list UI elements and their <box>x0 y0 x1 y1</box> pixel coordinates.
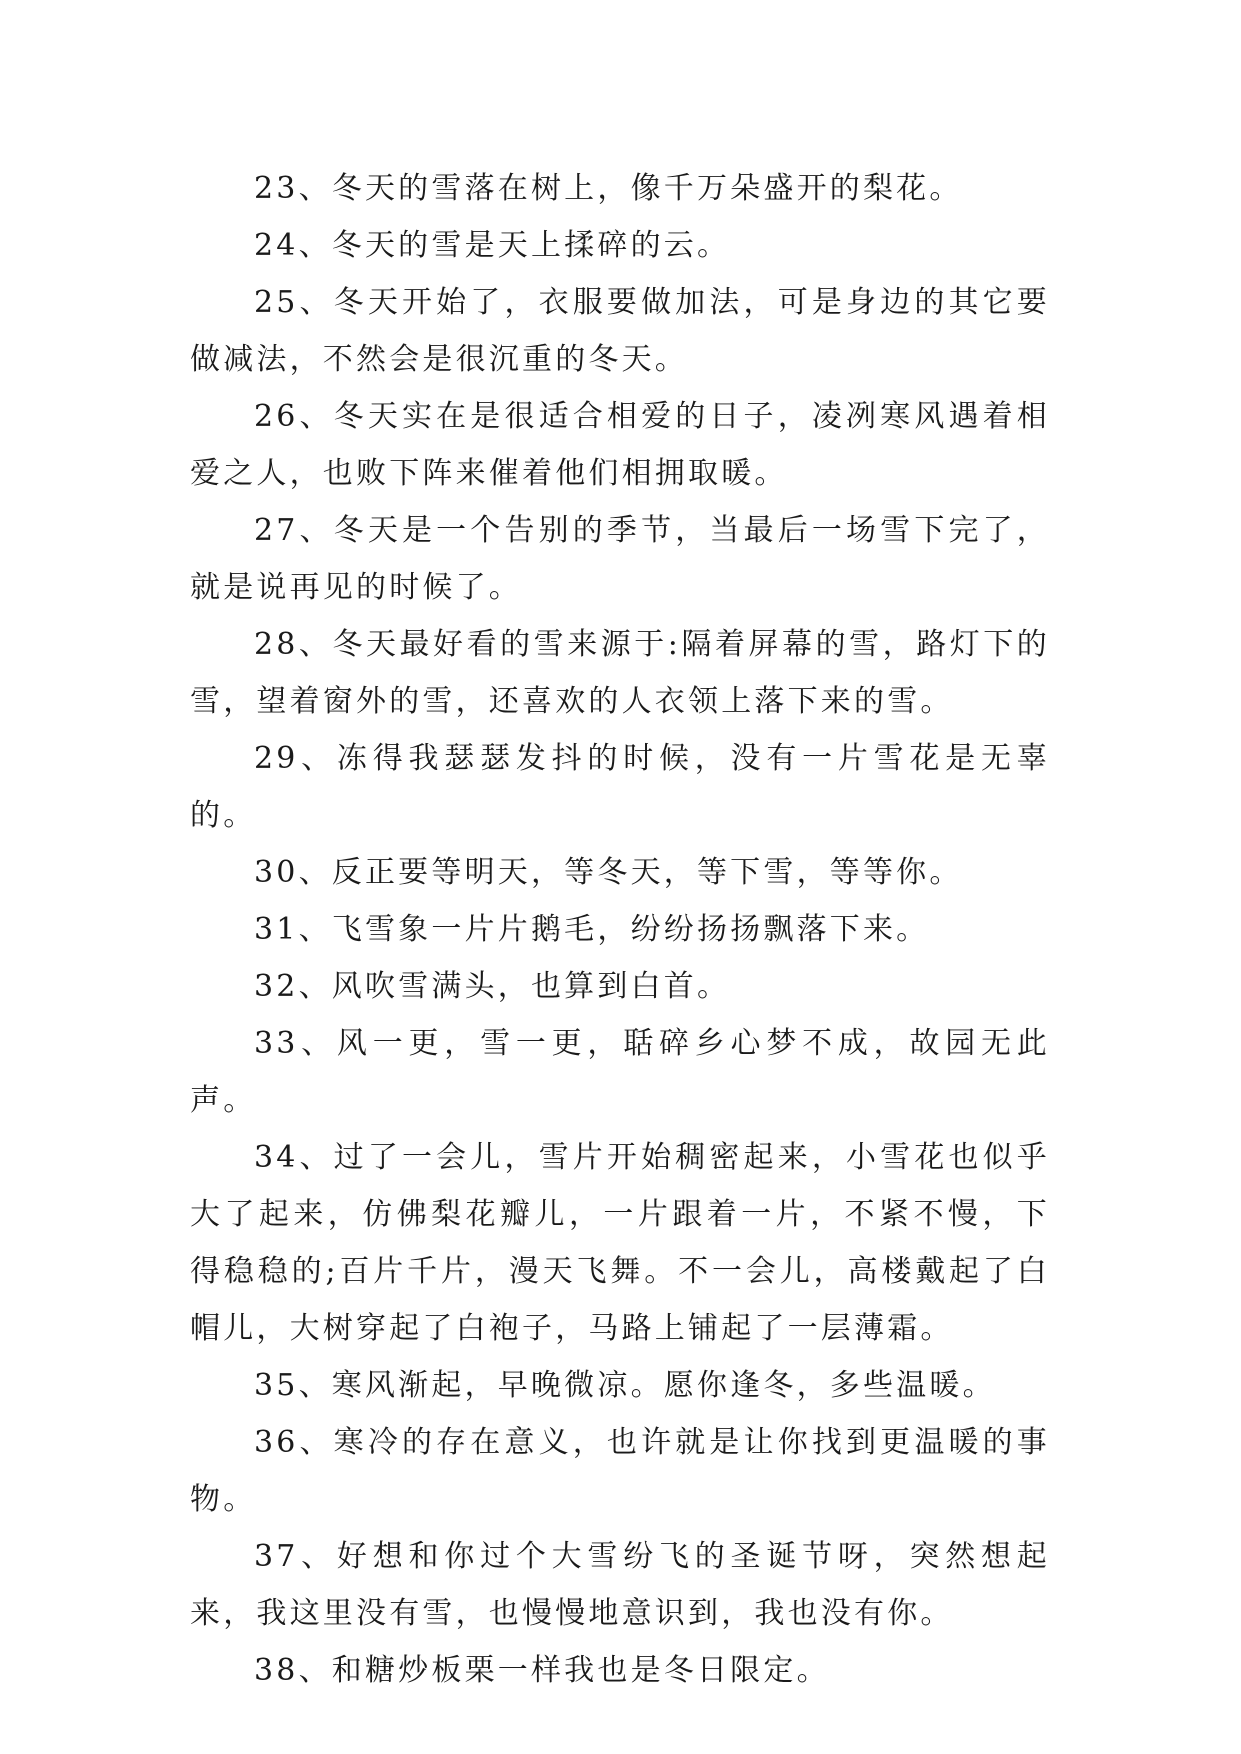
paragraph-25: 25、冬天开始了，衣服要做加法，可是身边的其它要做减法，不然会是很沉重的冬天。 <box>190 285 1050 377</box>
paragraph-37: 37、好想和你过个大雪纷飞的圣诞节呀，突然想起来，我这里没有雪，也慢慢地意识到，我也没有你。 <box>190 1539 1050 1631</box>
paragraph-29: 29、冻得我瑟瑟发抖的时候，没有一片雪花是无辜的。 <box>190 741 1050 833</box>
paragraph-34: 34、过了一会儿，雪片开始稠密起来，小雪花也似乎大了起来，仿佛梨花瓣儿，一片跟着一片，不紧不慢，下得稳稳的;百片千片，漫天飞舞。不一会儿，高楼戴起了白帽儿，大树穿起了白袍子，马路上铺起了一层薄霜。 <box>190 1140 1050 1346</box>
paragraph-27: 27、冬天是一个告别的季节，当最后一场雪下完了，就是说再见的时候了。 <box>190 513 1050 605</box>
paragraph-36: 36、寒冷的存在意义，也许就是让你找到更温暖的事物。 <box>190 1425 1050 1517</box>
paragraph-38: 38、和糖炒板栗一样我也是冬日限定。 <box>254 1653 830 1688</box>
paragraph-33: 33、风一更，雪一更，聒碎乡心梦不成，故园无此声。 <box>190 1026 1050 1118</box>
paragraph-30: 30、反正要等明天，等冬天，等下雪，等等你。 <box>254 855 963 890</box>
paragraph-32: 32、风吹雪满头，也算到白首。 <box>254 969 731 1004</box>
paragraph-35: 35、寒风渐起，早晚微凉。愿你逢冬，多些温暖。 <box>254 1368 996 1403</box>
paragraph-28: 28、冬天最好看的雪来源于:隔着屏幕的雪，路灯下的雪，望着窗外的雪，还喜欢的人衣领上落下来的雪。 <box>190 627 1050 719</box>
paragraph-24: 24、冬天的雪是天上揉碎的云。 <box>254 228 731 263</box>
paragraph-26: 26、冬天实在是很适合相爱的日子，凌冽寒风遇着相爱之人，也败下阵来催着他们相拥取暖。 <box>190 399 1050 491</box>
paragraph-31: 31、飞雪象一片片鹅毛，纷纷扬扬飘落下来。 <box>254 912 930 947</box>
document-body <box>190 160 1050 1699</box>
paragraph-23: 23、冬天的雪落在树上，像千万朵盛开的梨花。 <box>254 171 963 206</box>
